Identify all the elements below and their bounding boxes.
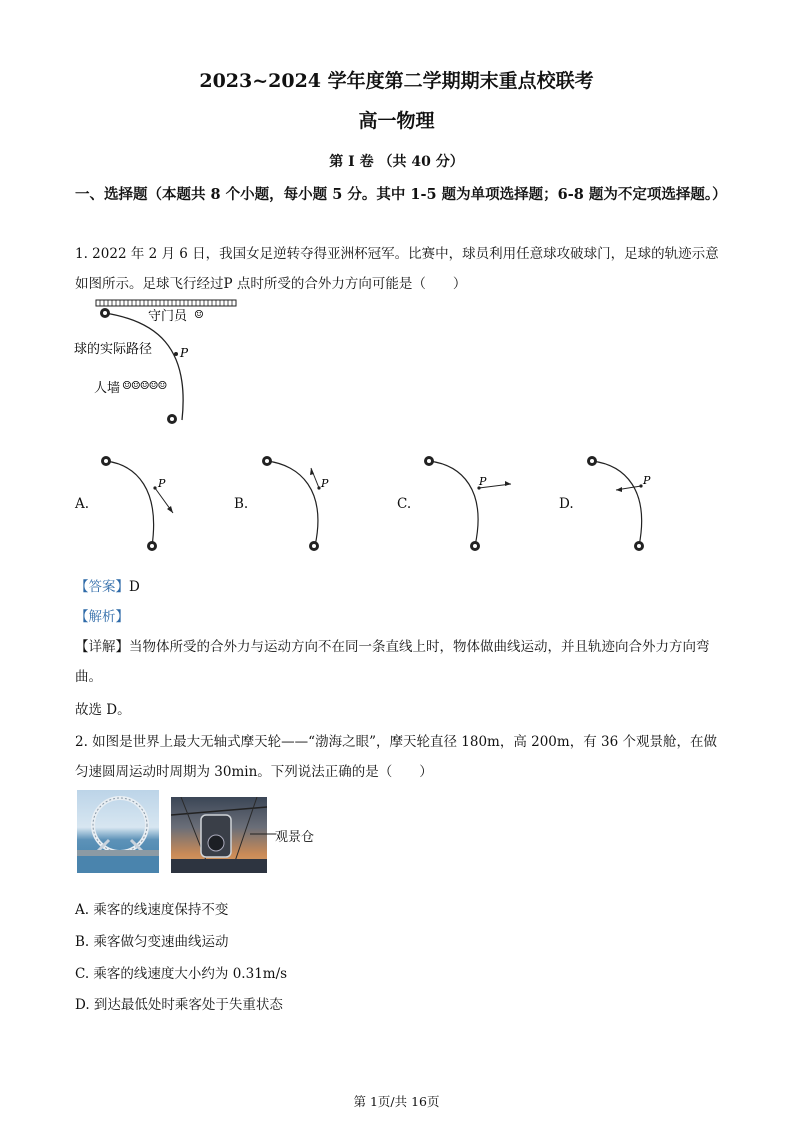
detail-tag: 【详解】 [75, 639, 129, 655]
cabin-label: 观景仓 [275, 830, 315, 845]
q1-option-c-label[interactable]: C. [397, 496, 412, 512]
point-p-label: P [180, 346, 189, 360]
part-title: 第 I 卷 （共 40 分） [329, 154, 464, 170]
q2-option-a[interactable]: A. 乘客的线速度保持不变 [75, 902, 229, 918]
q1-option-b-label[interactable]: B. [234, 496, 249, 512]
q1-option-a-label[interactable]: A. [75, 496, 90, 512]
q2-stem: 2. 如图是世界上最大无轴式摩天轮——“渤海之眼”，摩天轮直径 180m，高 200m，有 36 个观景舱，在做匀速圆周运动时周期为 30min。下列说法正确的是（ ） [75, 734, 717, 780]
exam-title: 2023~2024 学年度第二学期期末重点校联考 [199, 70, 594, 92]
q1-answer-line [75, 572, 725, 602]
analysis-tag: 【解析】 [75, 609, 129, 625]
svg-text:P: P [643, 474, 651, 487]
goalkeeper-face-icon: ☺ [194, 308, 204, 321]
page-footer: 第 1页/共 16页 [353, 1094, 440, 1109]
wall-label: 人墙 [94, 381, 121, 396]
svg-text:P: P [158, 477, 166, 490]
detail-text: 当物体所受的合外力与运动方向不在同一条直线上时，物体做曲线运动，并且轨迹向合外力方向弯曲。 [75, 639, 710, 685]
q2-option-c[interactable]: C. 乘客的线速度大小约为 0.31m/s [75, 966, 288, 982]
answer-tag: 【答案】 [75, 579, 129, 595]
goal-bar [96, 300, 236, 306]
ball-path [105, 313, 183, 420]
q1-option-a-figure [92, 450, 202, 555]
q1-option-d-label[interactable]: D. [559, 496, 574, 512]
q1-main-figure [60, 296, 270, 431]
svg-text:P: P [479, 475, 487, 488]
point-p [174, 352, 178, 356]
q1-stem: 1. 2022 年 2 月 6 日，我国女足逆转夺得亚洲杯冠军。比赛中，球员利用任意球攻破球门，足球的轨迹示意如图所示。足球飞行经过P 点时所受的合外力方向可能是（ ） [75, 246, 719, 292]
q1-option-c-figure [417, 450, 527, 555]
q1-option-d-figure [580, 450, 690, 555]
q2-option-b[interactable]: B. 乘客做匀变速曲线运动 [75, 934, 229, 950]
answer-value: D [129, 579, 140, 595]
wall-faces-icon: ☺☺☺☺☺ [122, 379, 167, 392]
svg-text:P: P [321, 477, 329, 490]
q1-detail [75, 632, 725, 692]
subject-title: 高一物理 [358, 110, 435, 132]
ferris-wheel-photo [77, 790, 159, 873]
q1-option-b-figure [255, 450, 365, 555]
section-heading: 一、选择题（本题共 8 个小题，每小题 5 分。其中 1-5 题为单项选择题；6-8 题为不定项选择题。） [75, 186, 727, 203]
goalkeeper-label: 守门员 [148, 309, 188, 324]
q1-conclusion: 故选 D。 [75, 702, 131, 718]
path-label: 球的实际路径 [74, 342, 153, 357]
q2-option-d[interactable]: D. 到达最低处时乘客处于失重状态 [75, 997, 283, 1013]
